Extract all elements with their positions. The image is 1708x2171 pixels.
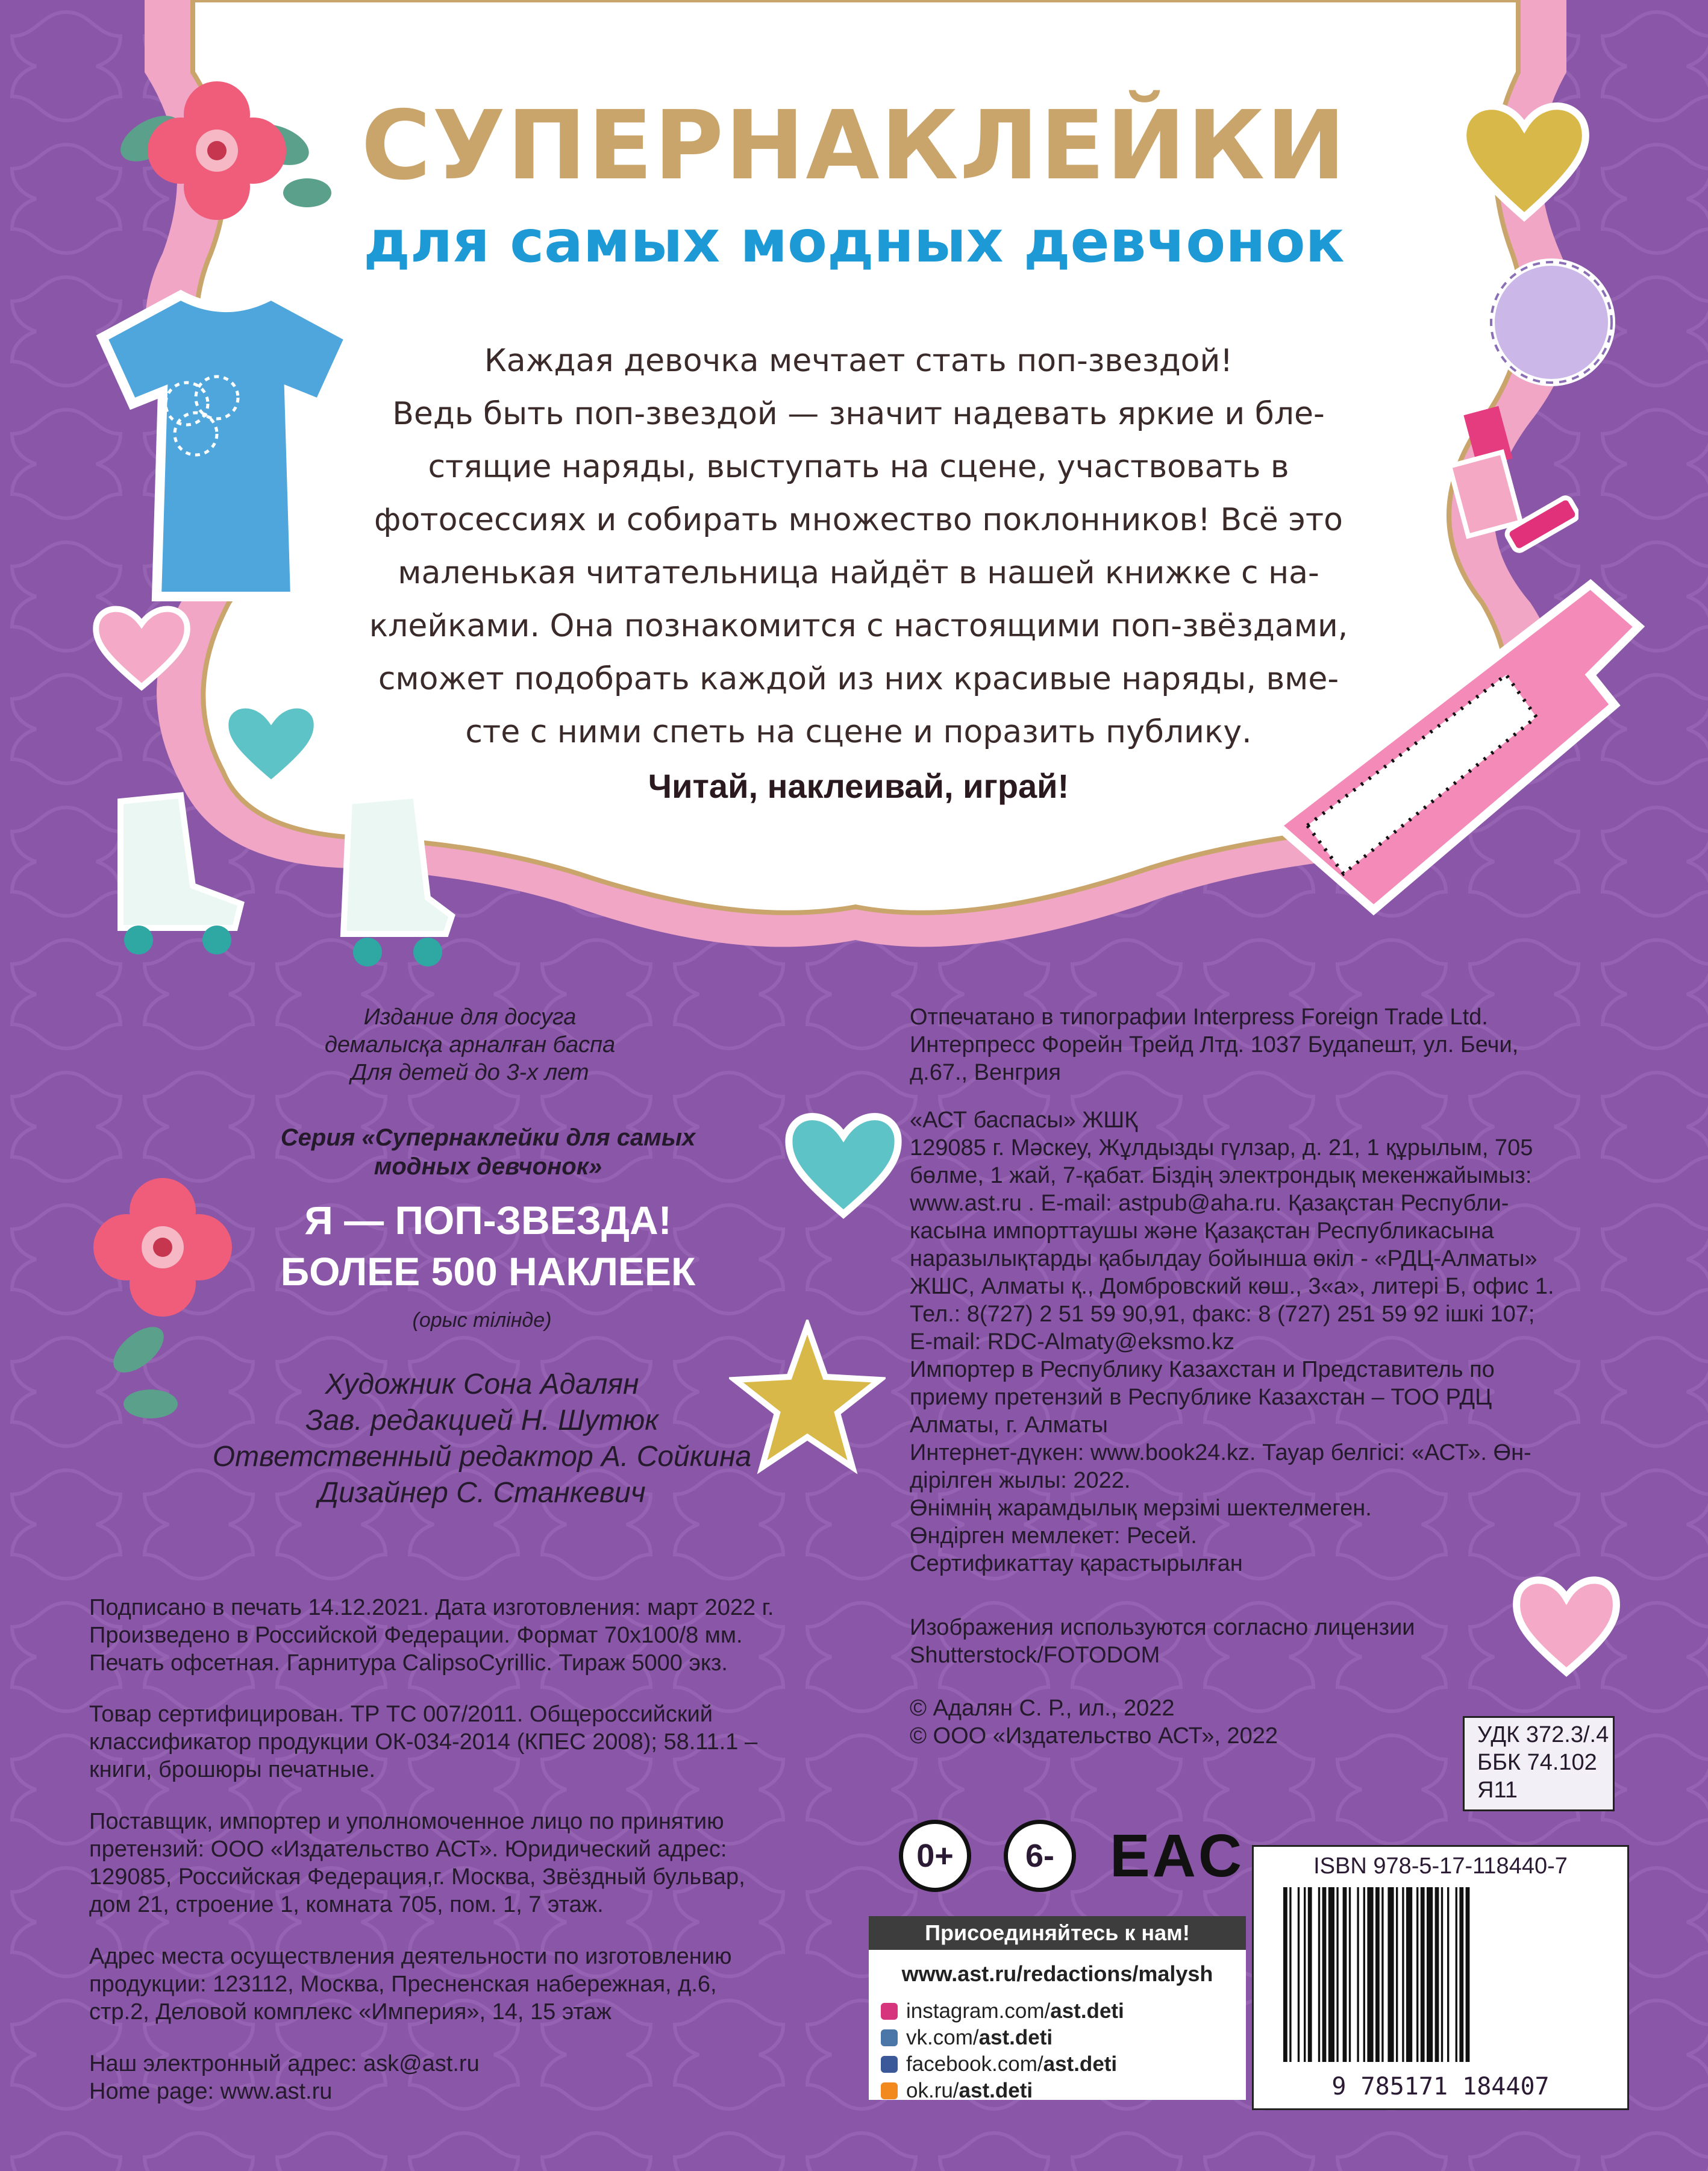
kazakh-line: Интернет-дүкен: www.book24.kz. Тауар белгісі: «АСТ». Өн- <box>910 1440 1531 1465</box>
udk-line: Я11 <box>1477 1778 1518 1803</box>
edition-line: Издание для досуга <box>363 1004 577 1030</box>
teal-heart-icon <box>777 1103 910 1223</box>
kazakh-line: Өндірген мемлекет: Ресей. <box>910 1523 1197 1549</box>
license-line: Изображения используются согласно лицензии <box>910 1615 1415 1640</box>
kazakh-line: наразылықтарды қабылдау бойынша өкіл - «РДЦ-Алматы» <box>910 1246 1538 1271</box>
kazakh-line: Алматы, г. Алматы <box>910 1412 1108 1438</box>
language-note: (орыс тілінде) <box>412 1309 552 1332</box>
social-header: Присоединяйтесь к нам! <box>869 1916 1246 1950</box>
kazakh-line: приему претензий в Республике Казахстан – ТОО РДЦ <box>910 1385 1492 1410</box>
roller-skate-icon <box>96 783 253 964</box>
production-address-line: стр.2, Деловой комплекс «Империя», 14, 15 этаж <box>89 1999 612 2025</box>
cover-title: СУПЕРНАКЛЕЙКИ <box>361 90 1347 201</box>
book-title-line: Я — ПОП-ЗВЕЗДА! <box>304 1198 672 1242</box>
social-link-handle: ast.deti <box>1043 2052 1118 2076</box>
series-line: Серия «Супернаклейки для самых <box>280 1124 696 1151</box>
keytar-icon <box>1253 560 1663 934</box>
description-line: клейками. Она познакомится с настоящими поп-звёздами, <box>369 608 1348 644</box>
kazakh-line: Сертификаттау қарастырылған <box>910 1551 1243 1576</box>
instagram-icon <box>881 2003 898 2020</box>
udk-line: ББК 74.102 <box>1477 1750 1597 1775</box>
social-link-handle: ast.deti <box>959 2079 1033 2102</box>
cover-subtitle: для самых модных девчонок <box>363 208 1345 275</box>
kazakh-line: ЖШС, Алматы қ., Домбровский көш., 3«а», литері Б, офис 1. <box>910 1274 1554 1299</box>
credit-line: Художник Сона Адалян <box>325 1368 639 1400</box>
facebook-icon <box>881 2056 898 2073</box>
pink-heart-icon <box>87 597 196 693</box>
social-link-vk[interactable] <box>869 2025 1246 2051</box>
description-line: фотосессиях и собирать множество поклонников! Всё это <box>374 502 1343 538</box>
kazakh-line: Импортер в Республику Казахстан и Представитель по <box>910 1357 1495 1382</box>
edition-line: Для детей до 3-х лет <box>351 1060 589 1085</box>
roller-skate-icon <box>325 783 470 976</box>
license-line: Shutterstock/FOTODOM <box>910 1643 1160 1668</box>
social-link-prefix: facebook.com/ <box>906 2052 1043 2076</box>
kazakh-line: дірілген жылы: 2022. <box>910 1468 1131 1493</box>
credit-line: Ответственный редактор А. Сойкина <box>212 1441 752 1473</box>
printer-line: Отпечатано в типографии Interpress Foreign Trade Ltd. <box>910 1004 1488 1030</box>
udk-line: УДК 372.3/.4 <box>1477 1722 1609 1747</box>
social-link-handle: ast.deti <box>978 2026 1053 2049</box>
description-line: Каждая девочка мечтает стать поп-звездой! <box>484 343 1233 379</box>
supplier-line: Поставщик, импортер и уполномоченное лицо по принятию <box>89 1809 724 1834</box>
social-block <box>869 1916 1246 2100</box>
social-link-prefix: vk.com/ <box>906 2026 979 2049</box>
supplier-line: дом 21, строение 1, комната 705, пом. 1, 7 этаж. <box>89 1892 604 1917</box>
kazakh-line: Тел.: 8(727) 2 51 59 90,91, факс: 8 (727) 251 59 92 ішкі 107; <box>910 1302 1535 1327</box>
production-address-line: Адрес места осуществления деятельности по изготовлению <box>89 1944 732 1969</box>
social-link-handle: ast.deti <box>1050 1999 1124 2023</box>
contact-line: Home page: www.ast.ru <box>89 2079 333 2104</box>
cover-description <box>361 334 1356 759</box>
social-link-ok[interactable] <box>869 2078 1246 2104</box>
age-rating-badge: 0+ <box>899 1820 971 1892</box>
vk-icon <box>881 2029 898 2046</box>
certification-line: Товар сертифицирован. ТР ТС 007/2011. Общероссийский <box>89 1702 713 1727</box>
print-info-line: Печать офсетная. Гарнитура CalipsoCyrillic. Тираж 5000 экз. <box>89 1650 728 1676</box>
age-rating-badge: 6- <box>1004 1820 1076 1892</box>
edition-line: демалысқа арналған баспа <box>324 1032 616 1057</box>
description-line: Ведь быть поп-звездой — значит надевать яркие и бле- <box>392 396 1325 432</box>
copyright-line: © ООО «Издательство АСТ», 2022 <box>910 1723 1278 1749</box>
description-line: стящие наряды, выступать на сцене, участвовать в <box>428 449 1289 485</box>
teal-heart-icon <box>217 693 325 789</box>
odnoklassniki-icon <box>881 2082 898 2099</box>
printer-line: Интерпресс Форейн Трейд Лтд. 1037 Будапешт, ул. Бечи, <box>910 1032 1519 1057</box>
certification-line: классификатор продукции ОК-034-2014 (КПЕС 2008); 58.11.1 – <box>89 1729 758 1755</box>
eac-mark: EAC <box>1110 1822 1245 1890</box>
copyright-line: © Адалян С. Р., ил., 2022 <box>910 1696 1175 1721</box>
certification-line: книги, брошюры печатные. <box>89 1757 375 1782</box>
supplier-line: 129085, Российская Федерация,г. Москва, Звёздный бульвар, <box>89 1864 745 1890</box>
lipstick-icon <box>1434 368 1578 578</box>
kazakh-line: бөлме, 1 жай, 7-қабат. Біздің электрондық мекенжайымыз: <box>910 1163 1532 1188</box>
barcode-icon <box>1283 1887 1597 2068</box>
print-info-line: Произведено в Российской Федерации. Формат 70x100/8 мм. <box>89 1623 743 1648</box>
description-line: маленькая читательница найдёт в нашей книжке с на- <box>398 555 1319 591</box>
social-link-prefix: instagram.com/ <box>906 1999 1051 2023</box>
print-info-line: Подписано в печать 14.12.2021. Дата изготовления: март 2022 г. <box>89 1595 774 1620</box>
social-link-instagram[interactable] <box>869 1998 1246 2025</box>
description-line: сможет подобрать каждой из них красивые наряды, вме- <box>378 661 1339 697</box>
social-link-prefix: ok.ru/ <box>906 2079 959 2102</box>
kazakh-line: www.ast.ru . E-mail: astpub@aha.ru. Қазақстан Республи- <box>910 1191 1509 1216</box>
kazakh-line: 129085 г. Мәскеу, Жұлдызды гүлзар, д. 21, 1 құрылым, 705 <box>910 1135 1533 1161</box>
pink-heart-icon <box>1506 1567 1627 1681</box>
credit-line: Дизайнер С. Станкевич <box>318 1477 646 1509</box>
barcode-digits: 9 785171 184407 <box>1331 2073 1550 2101</box>
gold-heart-icon <box>1452 84 1597 229</box>
tshirt-sticker-icon <box>90 283 361 621</box>
social-link-facebook[interactable] <box>869 2051 1246 2078</box>
isbn-label: ISBN 978-5-17-118440-7 <box>1313 1853 1568 1879</box>
book-title-line: БОЛЕЕ 500 НАКЛЕЕК <box>280 1249 696 1294</box>
contact-line: Наш электронный адрес: ask@ast.ru <box>89 2051 480 2076</box>
production-address-line: продукции: 123112, Москва, Пресненская набережная, д.6, <box>89 1972 717 1997</box>
series-line: модных девчонок» <box>374 1153 602 1180</box>
credit-line: Зав. редакцией Н. Шутюк <box>305 1405 658 1436</box>
kazakh-line: E-mail: RDC-Almaty@eksmo.kz <box>910 1329 1234 1355</box>
supplier-line: претензий: ООО «Издательство АСТ». Юридический адрес: <box>89 1837 727 1862</box>
description-line: сте с ними спеть на сцене и поразить публику. <box>465 714 1252 750</box>
flower-sticker-icon <box>78 48 355 247</box>
social-site-link[interactable]: www.ast.ru/redactions/malysh <box>901 1961 1213 1986</box>
cover-tagline: Читай, наклеивай, играй! <box>648 767 1069 805</box>
kazakh-line: касына импорттаушы және Қазақстан Республикасына <box>910 1218 1494 1244</box>
printer-line: д.67., Венгрия <box>910 1060 1061 1085</box>
kazakh-line: «АСТ баспасы» ЖШҚ <box>910 1107 1138 1133</box>
kazakh-line: Өнімнің жарамдылық мерзімі шектелмеген. <box>910 1496 1372 1521</box>
